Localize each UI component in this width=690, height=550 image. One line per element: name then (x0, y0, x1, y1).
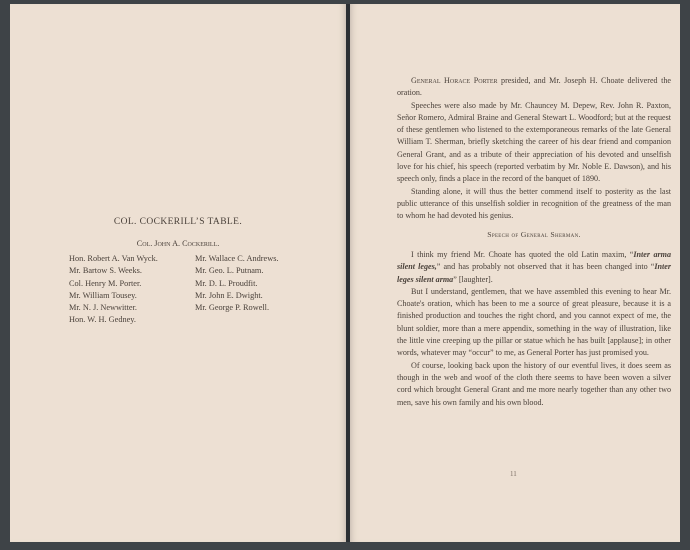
paragraph (397, 75, 671, 100)
paragraph-text: presided, and Mr. Joseph H. Choate delivered the oration. (397, 76, 671, 98)
guest-name: Mr. Geo. L. Putnam. (195, 266, 264, 276)
guest-name: Mr. William Tousey. (69, 290, 137, 300)
guest-list-column-2 (195, 253, 279, 314)
paragraph (397, 249, 671, 286)
guest-name: Mr. N. J. Newwitter. (69, 303, 137, 313)
section-heading: Speech of General Sherman. (487, 230, 581, 239)
intro-text (397, 75, 671, 223)
guest-name: Mr. D. L. Proudfit. (195, 278, 258, 288)
guest-name: Hon. Robert A. Van Wyck. (69, 254, 158, 263)
latin-maxim: Inter leges silent arma (397, 262, 672, 284)
paragraph-text: I think my friend Mr. Choate has quoted the old Latin maxim, “ (411, 250, 634, 259)
page-number: 11 (510, 470, 517, 478)
paragraph: Standing alone, it will thus the better commend itself to posterity as the last public utterance of this unselfish soldier in recognition of the greatness of the man to whom he had devoted his genius. (397, 186, 671, 221)
guest-list-column-1 (69, 253, 158, 327)
speech-text (397, 249, 671, 409)
left-page (10, 4, 346, 542)
latin-maxim: Inter arma silent leges, (397, 250, 671, 272)
right-page (350, 4, 680, 542)
presider-name: General Horace Porter (411, 76, 498, 85)
paragraph-text: ” and has probably not observed that it has been changed into “ (436, 262, 655, 272)
table-host: Col. John A. Cockerill. (136, 239, 220, 248)
guest-name: Mr. George P. Rowell. (195, 303, 270, 313)
guest-name: Hon. W. H. Gedney. (69, 315, 136, 325)
paragraph: Of course, looking back upon the history of our eventful lives, it does seem as though in the web and woof of the cloth there seems to have been woven a silver cord which brought General Grant and me more nearly together than any other two men, save his own family and his own blood. (397, 360, 671, 407)
guest-name: Mr. Bartow S. Weeks. (69, 266, 142, 276)
paragraph: Speeches were also made by Mr. Chauncey M. Depew, Rev. John R. Paxton, Señor Romero, Admiral Braine and General Stewart L. Woodford; but at the request of these gentlemen who listened to the extemporaneous remarks of the late General William T. Sherman, briefly sketching the career of his dear friend and companion General Grant, and as a tribute of their appreciation of his devoted and unselfish love for his chief, his speech (reported verbatim by Mr. Noble E. Dawson), and his speech only, finds a place in the record of the banquet of 1890. (397, 100, 671, 184)
guest-name: Col. Henry M. Porter. (69, 278, 142, 288)
paragraph-text: ” [laughter]. (453, 274, 493, 284)
guest-name: Mr. John E. Dwight. (195, 290, 263, 300)
guest-name: Mr. Wallace C. Andrews. (195, 254, 279, 263)
table-title: COL. COCKERILL’S TABLE. (113, 217, 243, 227)
paragraph: But I understand, gentlemen, that we have assembled this evening to hear Mr. Choate's oration, which has been to me a source of great pleasure, because it is a finished production and touches the right chord, and you cannot expect of me, the blunt soldier, more than a mere appendix, something in the way of illustration, like the little vine creeping up the pillar or statue which he has built [applause]; in other words, whatever may “occur” to me, as General Porter has just promised you. (397, 286, 671, 358)
